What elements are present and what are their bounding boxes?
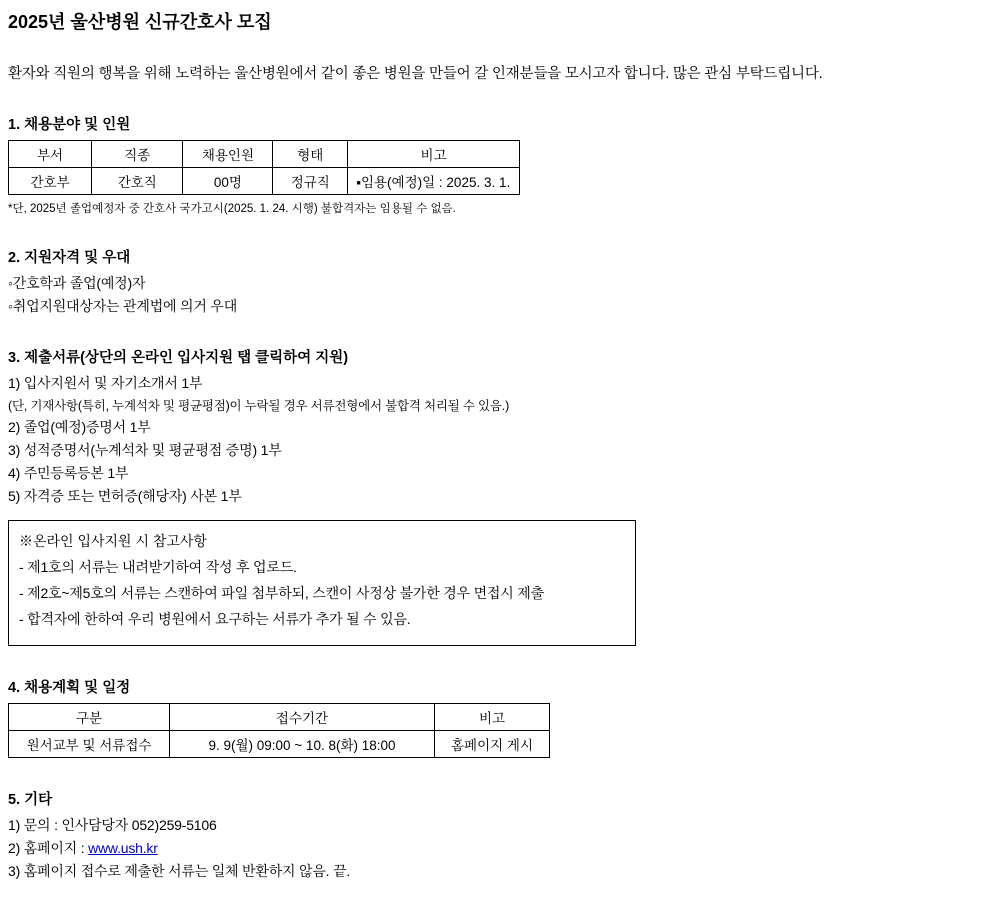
schedule-table	[8, 703, 550, 758]
section-1-footnote: *단, 2025년 졸업예정자 중 간호사 국가고시(2025. 1. 24. 시행) 불합격자는 임용될 수 없음.	[8, 203, 456, 215]
section-3-heading: 3. 제출서류(상단의 온라인 입사지원 탭 클릭하여 지원)	[8, 350, 349, 366]
page-title: 2025년 울산병원 신규간호사 모집	[8, 12, 272, 32]
list-item: 2) 졸업(예정)증명서 1부	[8, 419, 151, 435]
table-header-row	[9, 141, 520, 168]
table-header-cell: 형태	[273, 141, 348, 168]
section-5-heading: 5. 기타	[8, 792, 53, 808]
table-header-cell: 채용인원	[183, 141, 273, 168]
contact-line: 1) 문의 : 인사담당자 052)259-5106	[8, 817, 217, 833]
return-policy-line: 3) 홈페이지 접수로 제출한 서류는 일체 반환하지 않음. 끝.	[8, 863, 351, 879]
recruitment-field-table	[8, 140, 520, 195]
list-item: 5) 자격증 또는 면허증(해당자) 사본 1부	[8, 488, 242, 504]
table-cell: 간호직	[92, 168, 183, 195]
table-header-cell: 구분	[9, 704, 170, 731]
online-application-notice-box	[8, 520, 636, 646]
table-header-cell: 접수기간	[170, 704, 435, 731]
table-cell: 간호부	[9, 168, 92, 195]
table-header-row	[9, 704, 550, 731]
list-item: ◦간호학과 졸업(예정)자	[8, 275, 146, 291]
section-1-heading: 1. 채용분야 및 인원	[8, 117, 131, 133]
notice-item: - 제1호의 서류는 내려받기하여 작성 후 업로드.	[19, 559, 297, 575]
section-4-heading: 4. 채용계획 및 일정	[8, 680, 131, 696]
homepage-label: 2) 홈페이지 :	[8, 840, 89, 856]
table-cell: 원서교부 및 서류접수	[9, 731, 170, 758]
table-cell: 9. 9(월) 09:00 ~ 10. 8(화) 18:00	[170, 731, 435, 758]
intro-paragraph: 환자와 직원의 행복을 위해 노력하는 울산병원에서 같이 좋은 병원을 만들어 갈 인재분들을 모시고자 합니다. 많은 관심 부탁드립니다.	[8, 66, 823, 82]
homepage-line	[8, 838, 973, 858]
list-item: 4) 주민등록등본 1부	[8, 465, 129, 481]
list-item: 3) 성적증명서(누계석차 및 평균평점 증명) 1부	[8, 442, 282, 458]
table-row	[9, 168, 520, 195]
section-2-heading: 2. 지원자격 및 우대	[8, 250, 131, 266]
list-item-note: (단, 기재사항(특히, 누계석차 및 평균평점)이 누락될 경우 서류전형에서 불합격 처리될 수 있음.)	[8, 399, 510, 413]
table-cell: 정규직	[273, 168, 348, 195]
notice-title: ※온라인 입사지원 시 참고사항	[19, 533, 207, 549]
homepage-link[interactable]: www.ush.kr	[88, 840, 158, 856]
notice-item: - 합격자에 한하여 우리 병원에서 요구하는 서류가 추가 될 수 있음.	[19, 611, 411, 627]
list-item: 1) 입사지원서 및 자기소개서 1부	[8, 375, 203, 391]
table-header-cell: 부서	[9, 141, 92, 168]
table-header-cell: 비고	[435, 704, 550, 731]
table-row	[9, 731, 550, 758]
table-header-cell: 직종	[92, 141, 183, 168]
table-cell: 홈페이지 게시	[435, 731, 550, 758]
table-cell: ▪임용(예정)일 : 2025. 3. 1.	[348, 168, 520, 195]
list-item: ◦취업지원대상자는 관계법에 의거 우대	[8, 298, 238, 314]
notice-item: - 제2호~제5호의 서류는 스캔하여 파일 첨부하되, 스캔이 사정상 불가한 경우 면접시 제출	[19, 585, 544, 601]
table-cell: 00명	[183, 168, 273, 195]
table-header-cell: 비고	[348, 141, 520, 168]
